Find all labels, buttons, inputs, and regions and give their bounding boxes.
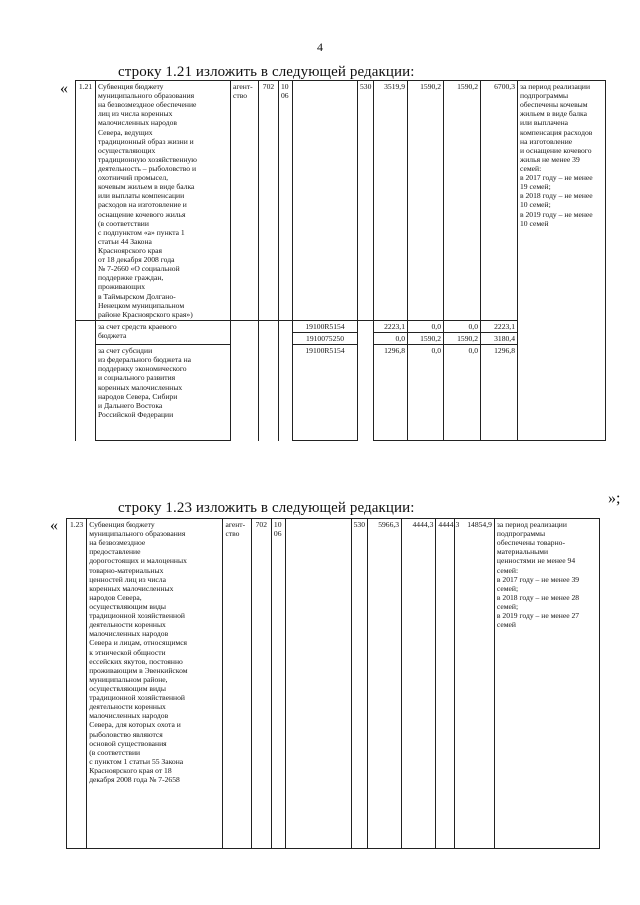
sub1-2019-1: 0,0 — [444, 320, 481, 332]
row-result: за период реализации подпрограммы обеспечены кочевым жильем в виде балка или выплачена компенсация расходов на изготовление и оснащение кочевого жилья не менее 39 семей: в 2017 году – не менее 19 семей; в 2018 году – не менее 10 семей; в 2019 году – не менее 10 семей — [518, 81, 606, 441]
row-result: за период реализации подпрограммы обеспечены товарно- материальными ценностями не менее 94 семей: в 2017 году – не менее 39 семей; в 2018 году – не менее 28 семей; в 2019 году – не менее 27 семей — [494, 519, 599, 849]
empty-cell — [259, 320, 279, 440]
sub1-total-2: 3180,4 — [481, 332, 518, 344]
empty-cell — [76, 320, 96, 440]
row-total: 14854,9 — [454, 519, 494, 849]
row-2017: 5966,3 — [367, 519, 401, 849]
open-quote-2: « — [50, 517, 58, 534]
sub1-2018-2: 1590,2 — [408, 332, 444, 344]
open-quote-1: « — [60, 80, 68, 97]
sub2-label: за счет субсидии из федерального бюджета на поддержку экономического и социального развития коренных малочисленных народов Севера, Сибири и Дальнего Востока Российской Федерации — [96, 345, 231, 441]
sub1-target-1: 19100R5154 — [293, 320, 358, 332]
sub2-2018: 0,0 — [408, 345, 444, 441]
table-row — [76, 81, 606, 321]
row-code: 702 — [259, 81, 279, 321]
row-name: Субвенция бюджету муниципального образования на безвозмездное обеспечение лиц из числа коренных малочисленных народов Севера, ведущих традиционный образ жизни и осуществляющих традиционную хозяйственную деятельность – рыболовство и охотничий промысел, кочевым жильем в виде балка или выплаты компенсации расходов на изготовление и оснащение кочевого жилья (в соответствии с подпунктом «а» пункта 1 статьи 44 Закона Красноярского края от 18 декабря 2008 года № 7-2660 «О социальной поддержке граждан, проживающих в Таймырском Долгано- Ненецком муниципальном районе Красноярского края») — [96, 81, 231, 321]
row-total: 6700,3 — [481, 81, 518, 321]
row-2018: 4444,3 — [402, 519, 436, 849]
row-target — [286, 519, 352, 849]
row-2018: 1590,2 — [408, 81, 444, 321]
section-heading-1-23: строку 1.23 изложить в следующей редакции: — [118, 500, 415, 516]
sub1-2018-1: 0,0 — [408, 320, 444, 332]
sub1-target-2: 1910075250 — [293, 332, 358, 344]
row-target — [293, 81, 358, 321]
row-vr: 530 — [358, 81, 374, 321]
sub1-total-1: 2223,1 — [481, 320, 518, 332]
table-row — [67, 519, 600, 849]
row-code: 702 — [251, 519, 271, 849]
row-2017: 3519,9 — [374, 81, 408, 321]
row-number: 1.21 — [76, 81, 96, 321]
row-number: 1.23 — [67, 519, 87, 849]
sub2-2017: 1296,8 — [374, 345, 408, 441]
row-agency: агент- ство — [231, 81, 259, 321]
empty-cell — [231, 320, 259, 440]
row-2019: 1590,2 — [444, 81, 481, 321]
sub1-2017-1: 2223,1 — [374, 320, 408, 332]
row-agency: агент- ство — [223, 519, 251, 849]
table-row-1-23 — [66, 518, 600, 849]
sub2-2019: 0,0 — [444, 345, 481, 441]
sub2-total: 1296,8 — [481, 345, 518, 441]
empty-cell — [279, 320, 293, 440]
row-section: 10 06 — [271, 519, 285, 849]
row-2019: 4444,3 — [436, 519, 454, 849]
row-vr: 530 — [351, 519, 367, 849]
row-name: Субвенция бюджету муниципального образования на безвозмездное предоставление дорогостоящих и малоценных товарно-материальных ценностей лиц из числа коренных малочисленных народов Севера, осуществляющим виды традиционной хозяйственной деятельности коренных малочисленных народов Севера и лицам, относящимся к этнической общности ессейских якутов, постоянно проживающим в Эвенкийском муниципальном районе, осуществляющим виды традиционной хозяйственной деятельности коренных малочисленных народов Севера, для которых охота и рыболовство являются основой существования (в соответствии с пунктом 1 статьи 55 Закона Красноярского края от 18 декабря 2008 года № 7-2658 — [87, 519, 223, 849]
sub1-label: за счет средств краевого бюджета — [96, 320, 231, 344]
empty-cell — [358, 320, 374, 440]
section-heading-1-21: строку 1.21 изложить в следующей редакции: — [118, 64, 415, 80]
close-quote-1: »; — [608, 490, 621, 507]
table-row-1-21 — [75, 80, 606, 441]
sub1-2017-2: 0,0 — [374, 332, 408, 344]
sub2-target: 19100R5154 — [293, 345, 358, 441]
sub1-2019-2: 1590,2 — [444, 332, 481, 344]
row-section: 10 06 — [279, 81, 293, 321]
page-number: 4 — [317, 40, 323, 54]
